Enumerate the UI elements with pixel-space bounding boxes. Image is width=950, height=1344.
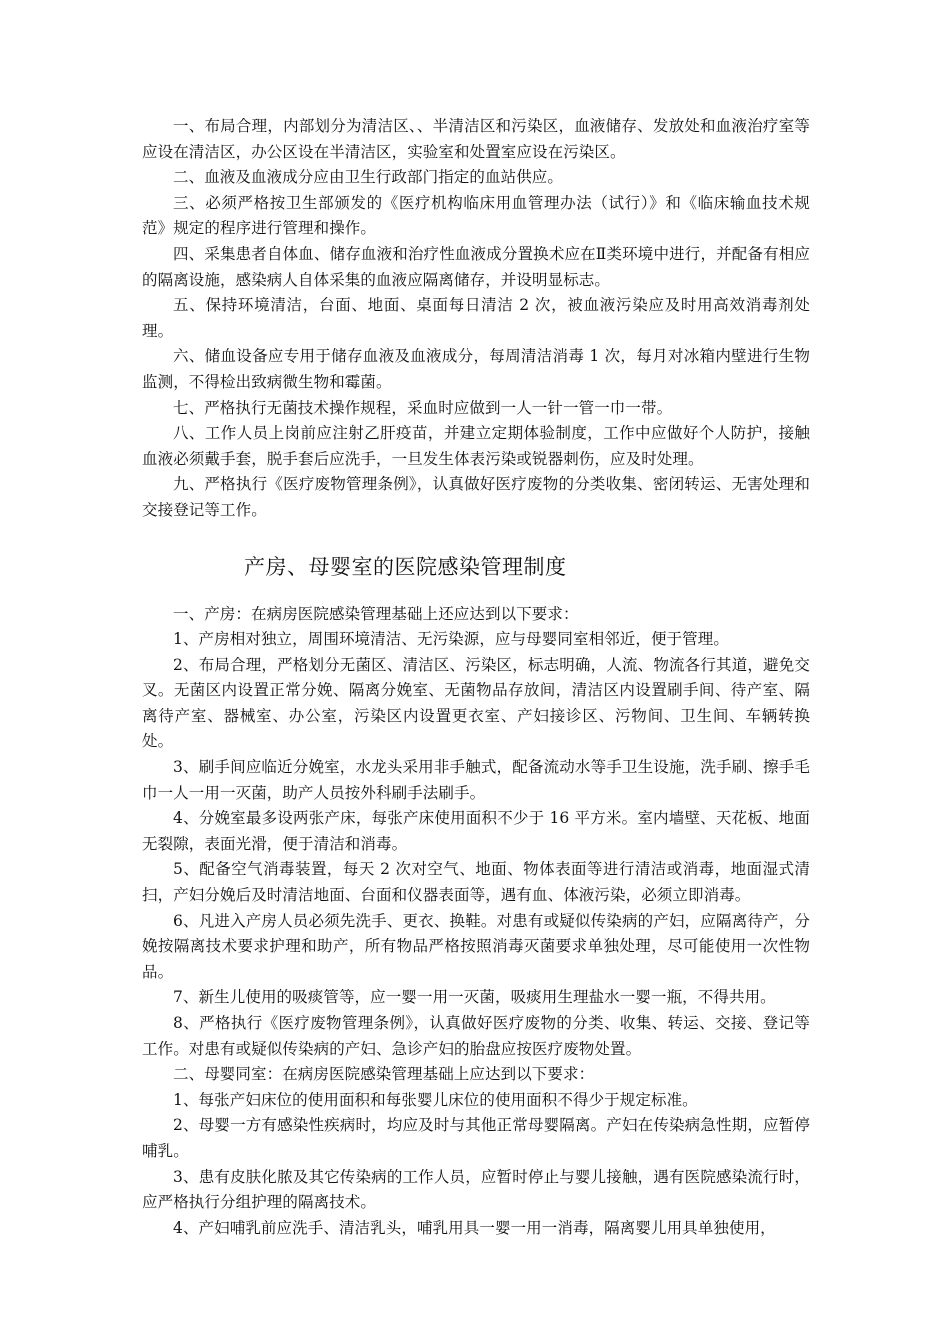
- paragraph: 五、保持环境清洁，台面、地面、桌面每日清洁 2 次，被血液污染应及时用高效消毒剂处理。: [142, 296, 810, 340]
- paragraph: 7、新生儿使用的吸痰管等，应一婴一用一灭菌，吸痰用生理盐水一婴一瓶，不得共用。: [173, 988, 776, 1007]
- paragraph: 二、血液及血液成分应由卫生行政部门指定的血站供应。: [173, 168, 564, 187]
- document-page: [142, 114, 810, 1241]
- paragraph: 二、母婴同室：在病房医院感染管理基础上应达到以下要求：: [173, 1065, 595, 1084]
- paragraph: 4、产妇哺乳前应洗手、清洁乳头，哺乳用具一婴一用一消毒，隔离婴儿用具单独使用，: [173, 1218, 776, 1237]
- paragraph: 九、严格执行《医疗废物管理条例》，认真做好医疗废物的分类收集、密闭转运、无害处理和交接登记等工作。: [142, 475, 810, 519]
- blood-section: [142, 114, 810, 524]
- paragraph: 四、采集患者自体血、储存血液和治疗性血液成分置换术应在Ⅱ类环境中进行，并配备有相应的隔离设施，感染病人自体采集的血液应隔离储存，并设明显标志。: [142, 244, 810, 289]
- paragraph: 2、母婴一方有感染性疾病时，均应及时与其他正常母婴隔离。产妇在传染病急性期，应暂停哺乳。: [142, 1116, 810, 1160]
- paragraph: 六、储血设备应专用于储存血液及血液成分，每周清洁消毒 1 次，每月对冰箱内壁进行生物监测，不得检出致病微生物和霉菌。: [142, 347, 810, 391]
- paragraph: 1、每张产妇床位的使用面积和每张婴儿床位的使用面积不得少于规定标准。: [173, 1090, 698, 1109]
- paragraph: 4、分娩室最多设两张产床，每张产床使用面积不少于 16 平方米。室内墙壁、天花板、地面无裂隙，表面光滑，便于清洁和消毒。: [142, 809, 810, 853]
- paragraph: 三、必须严格按卫生部颁发的《医疗机构临床用血管理办法（试行）》和《临床输血技术规范》规定的程序进行管理和操作。: [142, 193, 810, 238]
- paragraph: 6、凡进入产房人员必须先洗手、更衣、换鞋。对患有或疑似传染病的产妇，应隔离待产，分娩按隔离技术要求护理和助产，所有物品严格按照消毒灭菌要求单独处理，尽可能使用一次性物品。: [142, 911, 810, 981]
- paragraph: 5、配备空气消毒装置，每天 2 次对空气、地面、物体表面等进行清洁或消毒，地面湿式清扫，产妇分娩后及时清洁地面、台面和仪器表面等，遇有血、体液污染，必须立即消毒。: [142, 860, 810, 905]
- paragraph: 八、工作人员上岗前应注射乙肝疫苗，并建立定期体验制度，工作中应做好个人防护，接触血液必须戴手套，脱手套后应洗手，一旦发生体表污染或锐器刺伤，应及时处理。: [142, 424, 810, 468]
- section-title: 产房、母婴室的医院感染管理制度: [244, 554, 567, 579]
- paragraph: 3、患有皮肤化脓及其它传染病的工作人员，应暂时停止与婴儿接触，遇有医院感染流行时，应严格执行分组护理的隔离技术。: [142, 1167, 810, 1212]
- paragraph: 8、严格执行《医疗废物管理条例》，认真做好医疗废物的分类、收集、转运、交接、登记等工作。对患有或疑似传染病的产妇、急诊产妇的胎盘应按医疗废物处置。: [142, 1014, 810, 1058]
- paragraph: 一、产房：在病房医院感染管理基础上还应达到以下要求：: [173, 604, 579, 623]
- paragraph: 一、布局合理，内部划分为清洁区、、半清洁区和污染区，血液储存、发放处和血液治疗室等应设在清洁区，办公区设在半清洁区，实验室和处置室应设在污染区。: [142, 117, 810, 161]
- paragraph: 2、布局合理，严格划分无菌区、清洁区、污染区，标志明确，人流、物流各行其道，避免交叉。无菌区内设置正常分娩、隔离分娩室、无菌物品存放间，清洁区内设置刷手间、待产室、隔离待产室、器械室、办公室，污染区内设置更衣室、产妇接诊区、污物间、卫生间、车辆转换处。: [142, 655, 810, 751]
- paragraph: 七、严格执行无菌技术操作规程，采血时应做到一人一针一管一巾一带。: [173, 398, 673, 417]
- paragraph: 1、产房相对独立，周围环境清洁、无污染源，应与母婴同室相邻近，便于管理。: [173, 630, 729, 649]
- maternity-section: [142, 602, 810, 1242]
- paragraph: 3、刷手间应临近分娩室，水龙头采用非手触式，配备流动水等手卫生设施，洗手刷、擦手毛巾一人一用一灭菌，助产人员按外科刷手法刷手。: [142, 758, 810, 802]
